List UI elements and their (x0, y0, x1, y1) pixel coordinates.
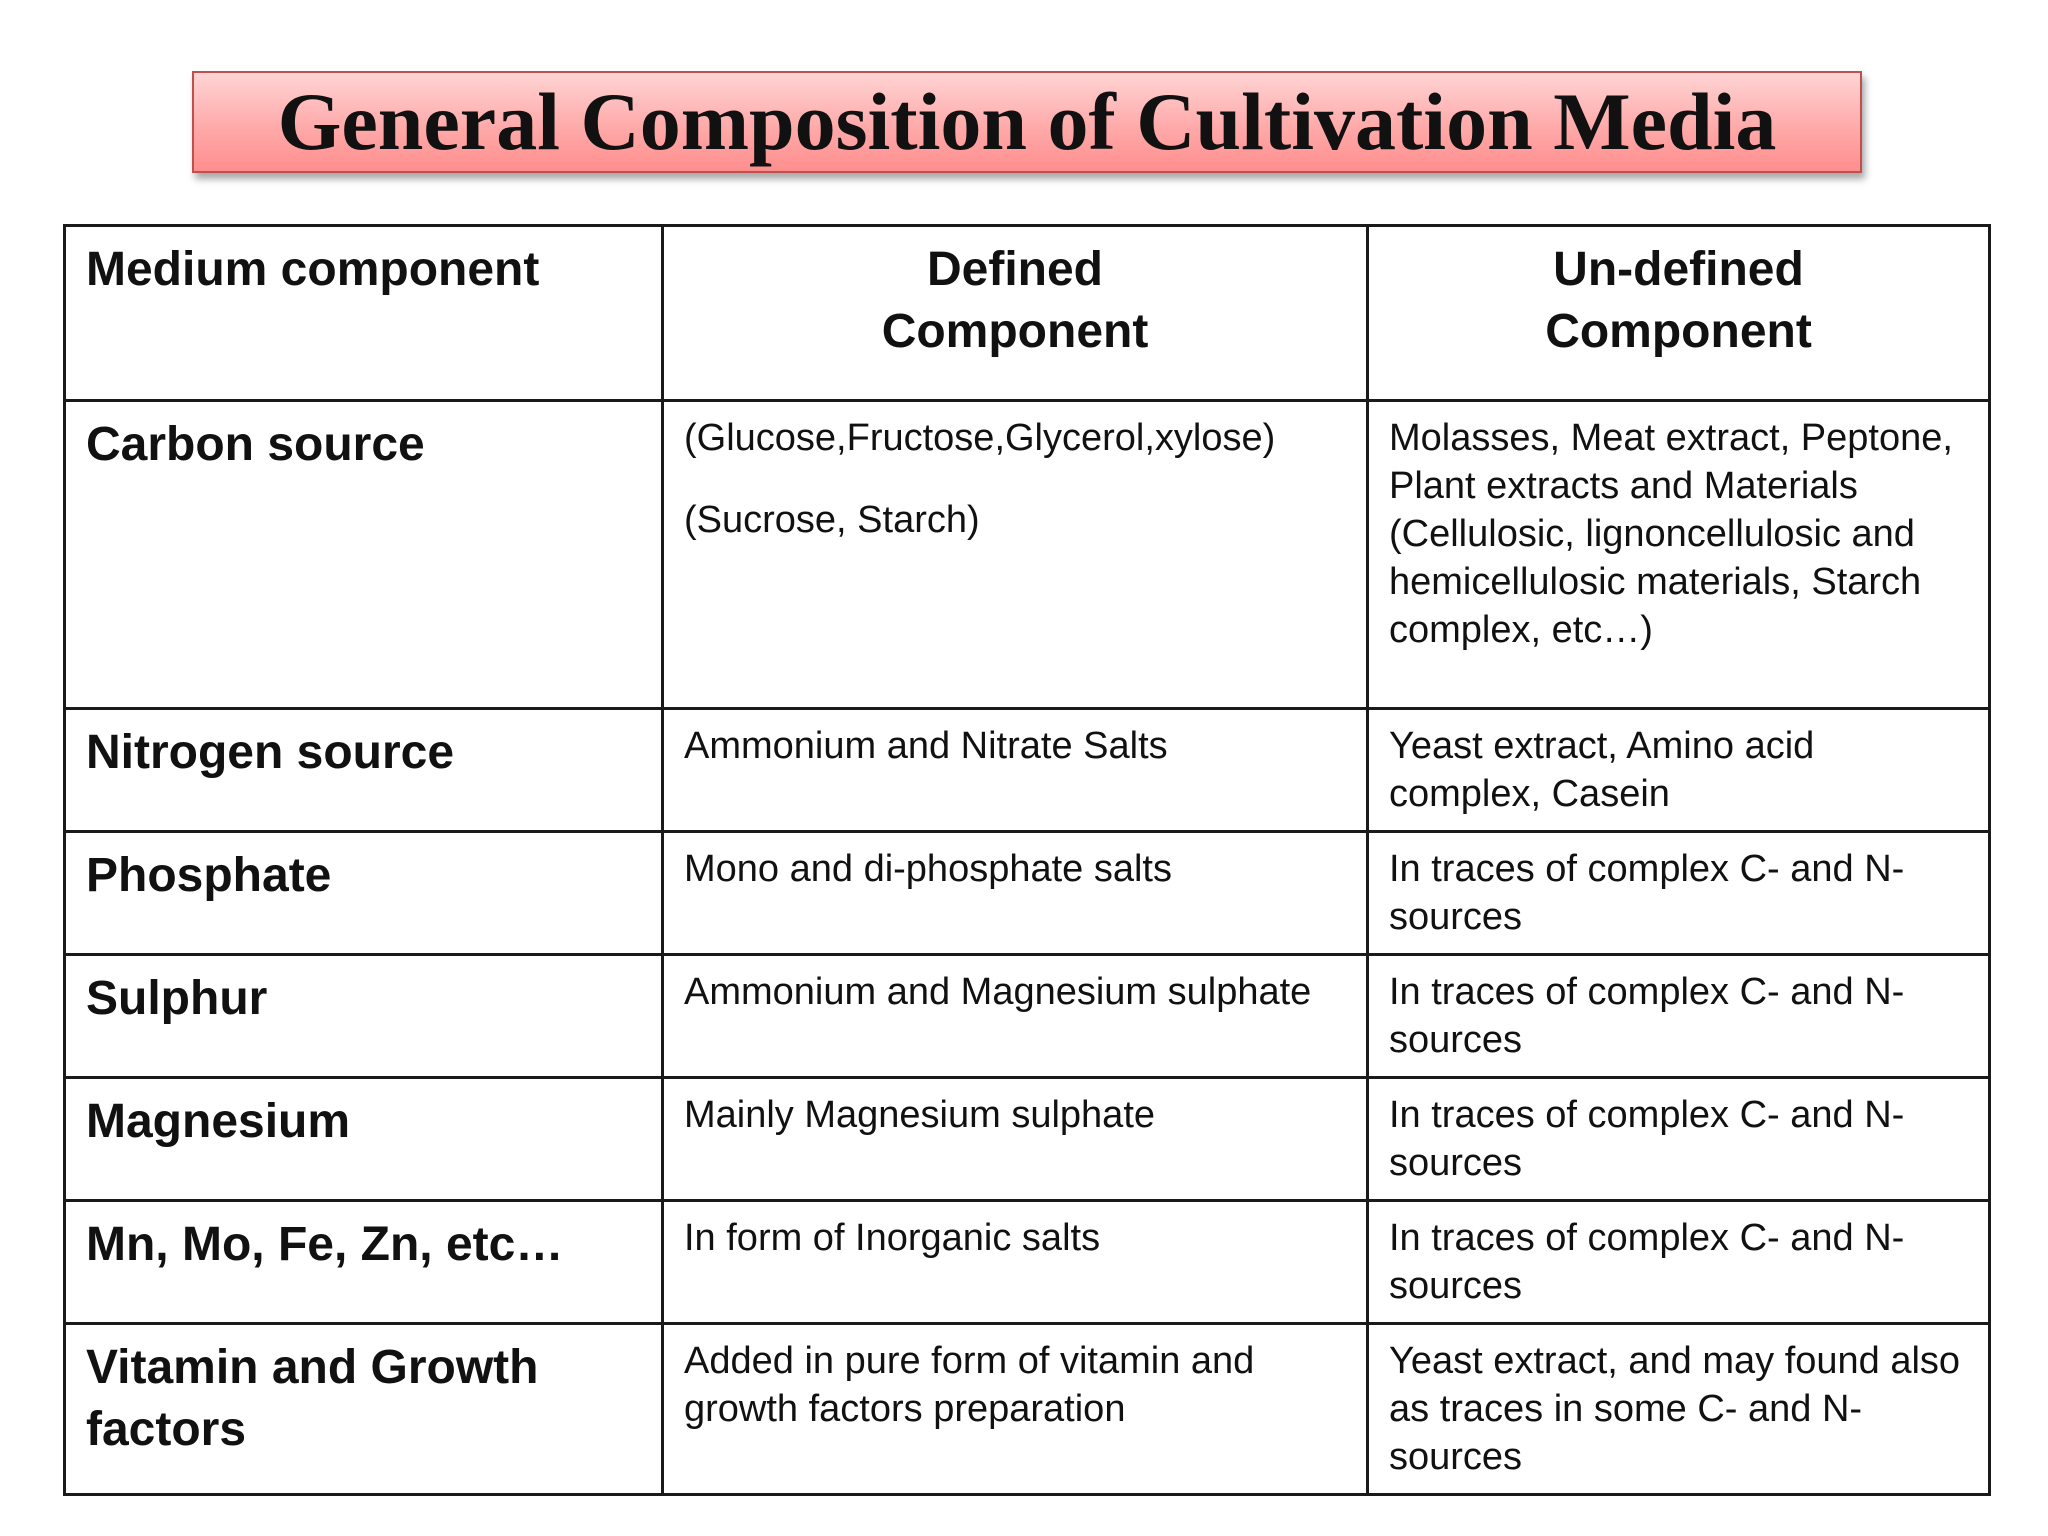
table-row-magnesium (65, 1078, 1990, 1201)
composition-table (63, 224, 1991, 1496)
undefined-cell: In traces of complex C- and N-sources (1368, 1078, 1990, 1201)
component-cell: Sulphur (65, 955, 663, 1078)
component-cell: Mn, Mo, Fe, Zn, etc… (65, 1201, 663, 1324)
title-banner (192, 71, 1862, 173)
defined-cell: Mono and di-phosphate salts (663, 832, 1368, 955)
header-defined-component (663, 226, 1368, 401)
defined-cell: Ammonium and Magnesium sulphate (663, 955, 1368, 1078)
table-row-carbon-source (65, 401, 1990, 709)
header-defined-label-2: Component (881, 305, 1149, 358)
defined-cell-line-1: (Glucose,Fructose,Glycerol,xylose) (684, 417, 1276, 459)
undefined-cell: Molasses, Meat extract, Peptone, Plant extracts and Materials (Cellulosic, lignoncellulosic and hemicellulosic materials, Starch complex, etc…) (1368, 401, 1990, 709)
table-row-sulphur (65, 955, 1990, 1078)
table-row-vitamin-growth-factors (65, 1324, 1990, 1495)
header-defined-label-1: Defined (926, 243, 1103, 296)
defined-cell (663, 401, 1368, 709)
defined-cell: Mainly Magnesium sulphate (663, 1078, 1368, 1201)
header-undefined-label-1: Un-defined (1553, 243, 1804, 296)
undefined-cell: In traces of complex C- and N-sources (1368, 1201, 1990, 1324)
defined-cell: Added in pure form of vitamin and growth factors preparation (663, 1324, 1368, 1495)
table-row-nitrogen-source (65, 709, 1990, 832)
undefined-cell: Yeast extract, Amino acid complex, Casein (1368, 709, 1990, 832)
component-cell: Phosphate (65, 832, 663, 955)
defined-cell: Ammonium and Nitrate Salts (663, 709, 1368, 832)
header-row (65, 226, 1990, 401)
defined-cell-line-2: (Sucrose, Starch) (684, 499, 980, 541)
undefined-cell: In traces of complex C- and N-sources (1368, 955, 1990, 1078)
table-row-phosphate (65, 832, 1990, 955)
component-cell: Vitamin and Growth factors (65, 1324, 663, 1495)
component-cell: Magnesium (65, 1078, 663, 1201)
page-title: General Composition of Cultivation Media (277, 76, 1777, 167)
header-undefined-component (1368, 226, 1990, 401)
header-undefined-label-2: Component (1545, 305, 1812, 358)
undefined-cell: In traces of complex C- and N-sources (1368, 832, 1990, 955)
component-cell: Nitrogen source (65, 709, 663, 832)
header-medium-component-label: Medium component (86, 243, 540, 296)
table-row-trace-metals (65, 1201, 1990, 1324)
undefined-cell: Yeast extract, and may found also as traces in some C- and N-sources (1368, 1324, 1990, 1495)
defined-cell: In form of Inorganic salts (663, 1201, 1368, 1324)
header-medium-component (65, 226, 663, 401)
component-cell: Carbon source (65, 401, 663, 709)
